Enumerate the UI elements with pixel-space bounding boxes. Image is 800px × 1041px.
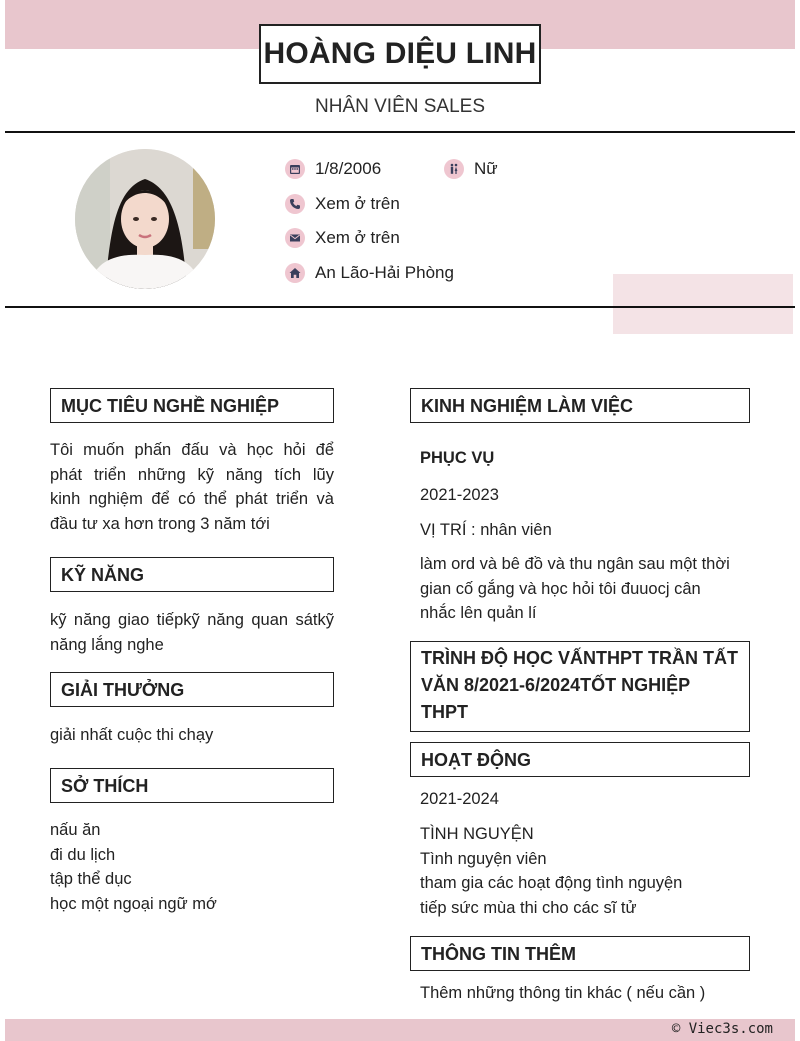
experience-position: VỊ TRÍ : nhân viên [420,521,552,539]
objective-heading: MỤC TIÊU NGHỀ NGHIỆP [50,388,334,423]
hobby-item: học một ngoại ngữ mớ [50,894,217,913]
activities-period: 2021-2024 [420,790,499,808]
phone-icon [285,194,305,214]
objective-line: Tôi muốn phấn đấu và học hỏi để [50,441,334,459]
phone-row [285,194,400,214]
more-info-heading: THÔNG TIN THÊM [410,936,750,971]
footer-credit: © Viec3s.com [671,1021,773,1037]
objective-line: đầu tư xa hơn trong 3 năm tới [50,514,270,533]
hobby-item: tập thể dục [50,870,132,888]
birthday-row [285,159,381,179]
activity-line: tham gia các hoạt động tình nguyện [420,874,683,892]
hobbies-heading: SỞ THÍCH [50,768,334,803]
home-icon [285,263,305,283]
job-title: NHÂN VIÊN SALES [315,96,485,117]
birthday-value: 1/8/2006 [315,159,382,178]
activity-line: tiếp sức mùa thi cho các sĩ tử [420,898,637,917]
education-heading [410,641,750,732]
activity-line: Tình nguyện viên [420,849,547,868]
experience-period: 2021-2023 [420,486,499,504]
experience-company: PHỤC VỤ [420,449,495,467]
experience-line: làm ord và bê đồ và thu ngân sau một thời [420,555,730,573]
email-row [285,228,400,248]
skills-line: năng lắng nghe [50,635,164,654]
divider-top [5,131,795,133]
email-value: Xem ở trên [315,228,400,247]
experience-line: gian cố gắng và học hỏi tôi đuuocj cân [420,579,701,598]
activities-details [420,822,750,920]
hobby-item: nấu ăn [50,821,101,839]
gender-row [444,159,498,179]
education-line: TRÌNH ĐỘ HỌC VẤNTHPT TRẦN TẤT [421,648,738,668]
avatar [75,149,215,289]
skills-text [50,608,334,657]
activities-heading: HOẠT ĐỘNG [410,742,750,777]
hobby-item: đi du lịch [50,845,116,864]
address-row [285,263,454,283]
experience-line: nhắc lên quản lí [420,604,537,622]
calendar-icon [285,159,305,179]
skills-line: kỹ năng giao tiếpkỹ năng quan sátkỹ [50,611,334,629]
experience-heading: KINH NGHIỆM LÀM VIỆC [410,388,750,423]
education-line: VĂN 8/2021-6/2024TỐT NGHIỆP [421,675,691,695]
mail-icon [285,228,305,248]
gender-value: Nữ [474,159,498,178]
skills-heading: KỸ NĂNG [50,557,334,592]
activity-line: TÌNH NGUYỆN [420,825,534,843]
side-decor-block [613,274,793,334]
more-info-text: Thêm những thông tin khác ( nếu cần ) [420,984,706,1002]
awards-heading: GIẢI THƯỞNG [50,672,334,707]
objective-line: phát triển những kỹ năng tích lũy [50,465,334,484]
hobbies-list [50,818,334,916]
awards-text: giải nhất cuộc thi chạy [50,726,214,744]
divider-bottom [5,306,795,308]
objective-text [50,438,334,536]
experience-description [420,552,750,626]
education-line: THPT [421,702,468,722]
objective-line: kinh nghiệm để có thể phát triển và [50,490,334,508]
address-value: An Lão-Hải Phòng [315,263,454,282]
phone-value: Xem ở trên [315,194,400,213]
gender-icon [444,159,464,179]
candidate-name: HOÀNG DIỆU LINH [259,24,541,84]
